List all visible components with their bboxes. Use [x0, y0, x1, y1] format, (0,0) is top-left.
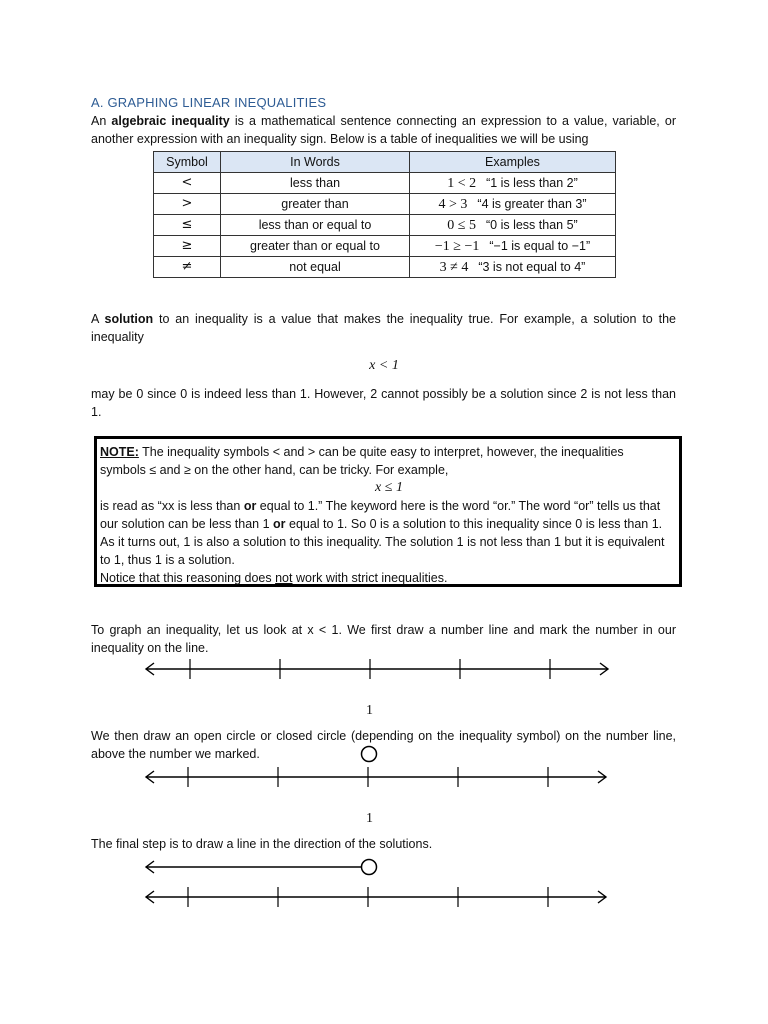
solution-ray — [140, 855, 385, 879]
number-line-2 — [140, 762, 620, 792]
solution-paragraph: A solution to an inequality is a value that makes the inequality true. For example, a solution to the inequality — [91, 312, 676, 344]
table-row — [154, 236, 616, 257]
solution-expression: x < 1 — [369, 358, 399, 373]
graph-paragraph-1: To graph an inequality, let us look at x < 1. We first draw a number line and mark the number in our inequality on the line. — [91, 623, 676, 655]
words-cell: less than or equal to — [221, 215, 410, 236]
table-row — [154, 215, 616, 236]
table-row — [154, 173, 616, 194]
example-cell: 4 > 3 “4 is greater than 3” — [410, 194, 616, 215]
symbol-cell: ≤ — [154, 215, 221, 236]
header-symbol: Symbol — [154, 152, 221, 173]
symbol-cell: > — [154, 194, 221, 215]
number-line-2-label: 1 — [366, 811, 373, 826]
term-solution: solution — [104, 312, 154, 326]
intro-paragraph: An algebraic inequality is a mathematical sentence connecting an expression to a value, variable, or another expression with an inequality sign. Below is a table of inequalities we will be using — [91, 114, 676, 146]
inequality-table — [153, 151, 616, 278]
words-cell: not equal — [221, 257, 410, 278]
symbol-cell: ≠ — [154, 257, 221, 278]
header-in-words: In Words — [221, 152, 410, 173]
symbol-cell: ≥ — [154, 236, 221, 257]
open-circle-marker — [360, 744, 380, 764]
symbol-cell: < — [154, 173, 221, 194]
table-row — [154, 257, 616, 278]
number-line-3 — [140, 882, 620, 912]
words-cell: greater than — [221, 194, 410, 215]
term-algebraic-inequality: algebraic inequality — [111, 114, 230, 128]
note-box: NOTE: The inequality symbols < and > can be quite easy to interpret, however, the inequalities symbols ≤ and ≥ on the other hand, can be tricky. For example, x ≤ 1 is read as “xx is less than or equal to 1.” The keyword here is the word “or.” The word “or” tells us that our solution can be less than 1 or equal to 1. So 0 is a solution to this inequality since 0 is less than 1. As it turns out, 1 is also a solution to this inequality. The solution 1 is not less than 1 but it is equivalent to 1, thus 1 is a solution. Notice that this reasoning does not work with strict inequalities. — [94, 436, 682, 587]
example-cell: 3 ≠ 4 “3 is not equal to 4” — [410, 257, 616, 278]
example-cell: 1 < 2 “1 is less than 2” — [410, 173, 616, 194]
graph-paragraph-3: The final step is to draw a line in the direction of the solutions. — [91, 837, 433, 851]
open-circle-endpoint — [362, 860, 377, 875]
table-row — [154, 194, 616, 215]
number-line-1 — [140, 654, 620, 684]
section-heading: A. GRAPHING LINEAR INEQUALITIES — [91, 95, 327, 110]
note-expression: x ≤ 1 — [375, 480, 403, 495]
solution-followup: may be 0 since 0 is indeed less than 1. However, 2 cannot possibly be a solution since 2 is not less than 1. — [91, 387, 676, 419]
words-cell: greater than or equal to — [221, 236, 410, 257]
example-cell: 0 ≤ 5 “0 is less than 5” — [410, 215, 616, 236]
example-cell: −1 ≥ −1 “−1 is equal to −1” — [410, 236, 616, 257]
note-label: NOTE: — [100, 445, 139, 459]
table-header-row — [154, 152, 616, 173]
number-line-1-label: 1 — [366, 703, 373, 718]
header-examples: Examples — [410, 152, 616, 173]
graph-paragraph-2: We then draw an open circle or closed circle (depending on the inequality symbol) on the number line, above the number we marked. — [91, 729, 676, 761]
words-cell: less than — [221, 173, 410, 194]
